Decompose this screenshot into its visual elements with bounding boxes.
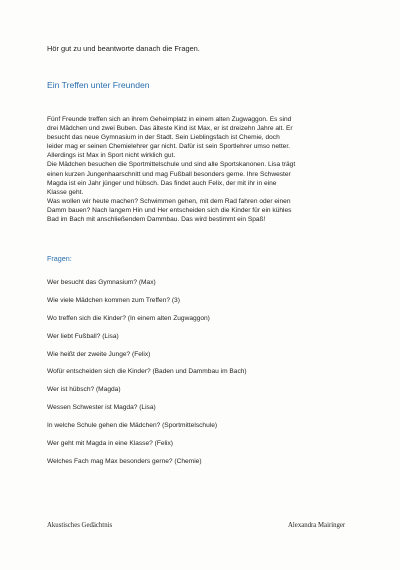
questions-heading: Fragen: <box>47 254 72 263</box>
page-title: Ein Treffen unter Freunden <box>47 80 150 90</box>
question-item: Wer liebt Fußball? (Lisa) <box>47 332 119 340</box>
story-line: Fünf Freunde treffen sich an ihrem Geheimplatz in einem alten Zugwaggon. Es sind <box>47 116 292 123</box>
story-line: leider mag er seinen Chemielehrer gar nicht. Dafür ist sein Sportlehrer umso netter. <box>47 143 290 151</box>
questions-list <box>47 278 367 475</box>
story-line: besucht das neue Gymnasium in der Stadt. Sein Lieblingsfach ist Chemie, doch <box>47 134 280 142</box>
story-line: Klasse geht. <box>47 188 84 196</box>
story-line: drei Mädchen und zwei Buben. Das älteste Kind ist Max, er ist dreizehn Jahre alt. Er <box>47 125 293 133</box>
story-line: Damm bauen? Nach langem Hin und Her entscheiden sich die Kinder für ein kühles <box>47 206 292 214</box>
story-line: Was wollen wir heute machen? Schwimmen gehen, mit dem Rad fahren oder einen <box>47 197 291 205</box>
story-line: Bad im Bach mit anschließendem Dammbau. Das wird bestimmt ein Spaß! <box>47 216 266 224</box>
footer-subject: Akustisches Gedächtnis <box>47 522 113 529</box>
question-item: Welches Fach mag Max besonders gerne? (Chemie) <box>47 457 202 465</box>
question-item: Wer besucht das Gymnasium? (Max) <box>47 279 156 286</box>
story-line: einen kurzen Jungenhaarschnitt und mag Fußball besonders gerne. Ihre Schwester <box>47 170 291 178</box>
question-item: Wie viele Mädchen kommen zum Treffen? (3) <box>47 296 180 304</box>
question-item: Wofür entscheiden sich die Kinder? (Baden und Dammbau im Bach) <box>47 368 247 376</box>
instruction-text: Hör gut zu und beantworte danach die Fragen. <box>47 44 200 53</box>
story-line: Magda ist ein Jahr jünger und hübsch. Das findet auch Felix, der mit ihr in eine <box>47 179 277 187</box>
story-line: Die Mädchen besuchen die Sportmittelschule und sind alle Sportskanonen. Lisa trägt <box>47 161 296 169</box>
story-line: Allerdings ist Max in Sport nicht wirklich gut. <box>47 152 176 160</box>
question-item: Wer ist hübsch? (Magda) <box>47 386 121 394</box>
question-item: In welche Schule gehen die Mädchen? (Sportmittelschule) <box>47 422 218 430</box>
footer-author: Alexandra Mairinger <box>288 522 346 529</box>
story-text <box>47 115 365 224</box>
question-item: Wo treffen sich die Kinder? (In einem alten Zugwaggon) <box>47 314 210 322</box>
question-item: Wessen Schwester ist Magda? (Lisa) <box>47 404 156 412</box>
question-item: Wer geht mit Magda in eine Klasse? (Felix) <box>47 440 173 448</box>
question-item: Wie heißt der zweite Junge? (Felix) <box>47 350 151 358</box>
